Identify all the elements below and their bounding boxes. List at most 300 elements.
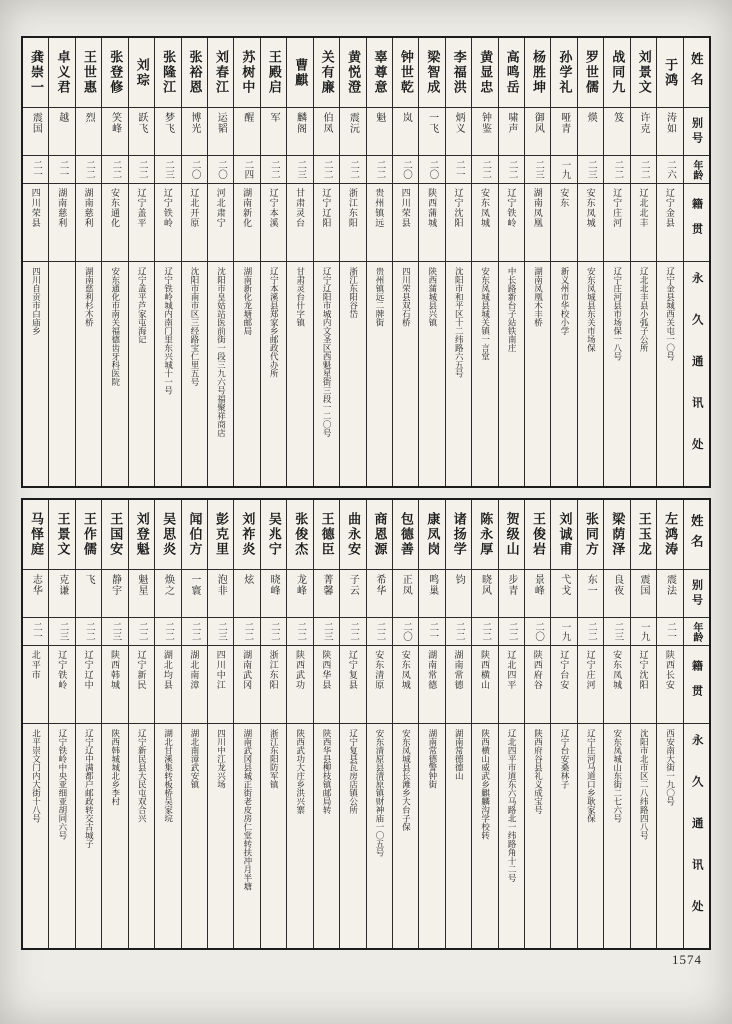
entry-alias: 伯凤 — [320, 112, 332, 134]
entry-name: 刘诚甫 — [557, 512, 573, 557]
entry-alias: 运韬 — [215, 112, 227, 134]
entry-origin-cell — [314, 184, 339, 262]
entry-age: 二三 — [57, 622, 68, 641]
entry-age-cell — [551, 618, 576, 646]
entry-address: 湖北南漳武安镇 — [190, 729, 201, 789]
entry-column — [233, 500, 259, 948]
entry-name: 王景文 — [55, 512, 71, 557]
entry-alias: 步青 — [505, 574, 517, 596]
entry-origin: 甘肃灵台 — [295, 188, 305, 228]
entry-alias-cell — [208, 108, 233, 156]
entry-address-cell — [367, 262, 392, 486]
entry-origin-cell — [551, 184, 576, 262]
entry-column — [101, 38, 127, 486]
entry-alias: 钧 — [453, 574, 465, 585]
entry-origin-cell — [499, 184, 524, 262]
entry-alias: 博光 — [188, 112, 200, 134]
entry-age-cell — [208, 618, 233, 646]
entry-age: 二二 — [374, 622, 385, 641]
entry-address-cell — [340, 262, 365, 486]
entry-origin-cell — [234, 646, 259, 724]
entry-name: 王国安 — [108, 512, 124, 557]
entry-alias: 魁星 — [136, 574, 148, 596]
entry-origin: 辽宁庄河 — [612, 188, 623, 228]
entry-name: 龚崇一 — [29, 50, 45, 95]
entry-column — [313, 38, 339, 486]
entry-address-cell — [367, 724, 392, 948]
entry-age: 二二 — [612, 160, 623, 179]
entry-age-cell — [631, 618, 656, 646]
entry-alias-cell — [393, 570, 418, 618]
entry-age-cell — [604, 618, 629, 646]
entry-age-cell — [261, 618, 286, 646]
entry-name: 李福洪 — [451, 50, 467, 95]
entry-origin-cell — [287, 646, 312, 724]
entry-origin-cell — [208, 646, 233, 724]
entry-column — [233, 38, 259, 486]
entry-origin: 四川荣县 — [400, 188, 411, 228]
entry-age: 二二 — [453, 622, 464, 641]
entry-name-cell — [208, 500, 233, 570]
entry-alias-cell — [129, 570, 154, 618]
entry-name-cell — [446, 500, 471, 570]
entry-origin: 湖北南漳 — [189, 650, 200, 690]
entry-alias: 正凤 — [400, 574, 412, 596]
entry-origin: 陕西长安 — [664, 650, 675, 690]
entry-name-cell — [155, 38, 180, 108]
entry-age-cell — [578, 618, 603, 646]
entry-name-cell — [604, 500, 629, 570]
entry-column — [23, 38, 48, 486]
entry-alias-cell — [393, 108, 418, 156]
entry-address-cell — [261, 262, 286, 486]
entry-alias-cell — [287, 108, 312, 156]
entry-address: 浙江东阳谷岱 — [348, 267, 359, 318]
entry-age: 二一 — [453, 160, 464, 179]
entry-origin: 贵州镇远 — [374, 188, 385, 228]
entry-alias: 炫 — [241, 574, 253, 585]
entry-column — [524, 500, 550, 948]
entry-name: 王殿启 — [266, 50, 282, 95]
entry-alias: 鸣巢 — [426, 574, 438, 596]
entry-name: 康凤岗 — [425, 512, 441, 557]
entry-alias-cell — [367, 570, 392, 618]
header-origin-label: 籍贯 — [690, 197, 703, 248]
entry-age: 二二 — [348, 160, 359, 179]
entry-column — [339, 500, 365, 948]
entry-age: 二一 — [57, 160, 68, 179]
entry-age-cell — [551, 156, 576, 184]
entry-name-cell — [631, 38, 656, 108]
entry-origin-cell — [499, 646, 524, 724]
entry-address: 辽宁辽中满都户邮政转交古城子 — [84, 729, 95, 848]
entry-origin: 辽北开原 — [189, 188, 200, 228]
entry-age-cell — [499, 618, 524, 646]
entry-address-cell — [446, 262, 471, 486]
entry-origin-cell — [76, 646, 101, 724]
entry-origin: 辽北四平 — [506, 650, 517, 690]
entry-name: 诸扬学 — [451, 512, 467, 557]
entry-origin: 辽宁新民 — [136, 650, 147, 690]
entry-origin-cell — [129, 184, 154, 262]
entry-origin-cell — [604, 646, 629, 724]
entry-alias: 笈 — [611, 112, 623, 123]
entry-column — [577, 38, 603, 486]
entry-age-cell — [23, 618, 48, 646]
entry-alias-cell — [367, 108, 392, 156]
entry-origin: 湖南常德 — [427, 650, 438, 690]
entry-origin: 辽宁台安 — [559, 650, 570, 690]
entry-alias-cell — [102, 570, 127, 618]
entry-name-cell — [234, 38, 259, 108]
entry-age-cell — [499, 156, 524, 184]
entry-column — [603, 38, 629, 486]
entry-column — [260, 500, 286, 948]
entry-origin: 四川中江 — [215, 650, 226, 690]
entry-alias-cell — [631, 108, 656, 156]
entry-address-cell — [155, 262, 180, 486]
entry-age: 二三 — [295, 160, 306, 179]
entry-address-cell — [499, 262, 524, 486]
entry-name: 于鸿 — [663, 57, 679, 88]
entry-age: 一九 — [559, 160, 570, 179]
entry-column — [260, 38, 286, 486]
entry-address: 湖南慈利杉木桥 — [84, 267, 95, 327]
entry-origin: 辽宁铁岭 — [162, 188, 173, 228]
entry-alias: 克谦 — [56, 574, 68, 596]
entry-alias: 泡非 — [215, 574, 227, 596]
entry-column — [128, 38, 154, 486]
entry-name: 梁智成 — [425, 50, 441, 95]
entry-alias-cell — [499, 108, 524, 156]
entry-origin: 安东通化 — [110, 188, 121, 228]
entry-address-cell — [419, 262, 444, 486]
entry-alias-cell — [23, 108, 48, 156]
entry-alias-cell — [261, 108, 286, 156]
entry-age-cell — [155, 156, 180, 184]
entry-column — [366, 38, 392, 486]
entry-origin: 辽宁庄河 — [585, 650, 596, 690]
entry-column — [445, 38, 471, 486]
entry-address-cell — [446, 724, 471, 948]
entry-address-cell — [551, 724, 576, 948]
entry-origin: 辽宁沈阳 — [638, 650, 649, 690]
entry-address-cell — [340, 724, 365, 948]
entry-address-cell — [208, 724, 233, 948]
entry-alias: 御风 — [532, 112, 544, 134]
entry-name: 辜尊意 — [372, 50, 388, 95]
entry-column — [630, 500, 656, 948]
entry-age: 二一 — [665, 622, 676, 641]
entry-address-cell — [578, 262, 603, 486]
entry-age: 二三 — [612, 622, 623, 641]
entry-address: 辽宁辽阳市城内文圣区西魁星街三段一二〇号 — [322, 267, 333, 437]
entry-address: 四川荣县双石桥 — [401, 267, 412, 327]
entry-name: 张裕恩 — [187, 50, 203, 95]
entry-name-cell — [182, 500, 207, 570]
entry-name: 刘琮 — [134, 57, 150, 88]
entry-age: 二三 — [321, 622, 332, 641]
entry-age-cell — [525, 156, 550, 184]
entry-address: 辽宁庄河马道口乡耿家保 — [586, 729, 597, 823]
header-name-label: 姓名 — [689, 52, 704, 93]
entry-address: 四川中江龙兴场 — [216, 729, 227, 789]
entry-alias: 炳义 — [453, 112, 465, 134]
entry-address-cell — [499, 724, 524, 948]
entry-alias: 涛如 — [664, 112, 676, 134]
entry-origin: 辽宁本溪 — [268, 188, 279, 228]
entry-age-cell — [314, 156, 339, 184]
entry-origin: 辽宁盖平 — [136, 188, 147, 228]
entry-origin-cell — [657, 646, 682, 724]
entry-name-cell — [472, 500, 497, 570]
entry-column — [286, 500, 312, 948]
entry-address-cell — [182, 724, 207, 948]
entry-address: 辽宁金县城西关屯一〇号 — [665, 267, 676, 361]
entry-address-cell — [578, 724, 603, 948]
entry-origin: 湖南武冈 — [242, 650, 253, 690]
entry-column — [154, 38, 180, 486]
entry-age: 二二 — [374, 160, 385, 179]
entry-alias-cell — [578, 570, 603, 618]
entry-origin: 安东凤城 — [479, 188, 490, 228]
entry-origin-cell — [393, 184, 418, 262]
entry-origin: 北平市 — [30, 650, 41, 680]
entry-address: 沈阳市和平区十二纬路六五号 — [454, 267, 465, 378]
entry-name: 张同方 — [583, 512, 599, 557]
entry-column — [603, 500, 629, 948]
header-address-cell — [684, 262, 709, 486]
entry-address-cell — [314, 724, 339, 948]
entry-age-cell — [182, 618, 207, 646]
page-number: 1574 — [672, 952, 702, 967]
entry-name-cell — [155, 500, 180, 570]
entry-alias: 飞 — [83, 574, 95, 585]
entry-address-cell — [314, 262, 339, 486]
header-age-label: 年龄 — [690, 159, 702, 180]
entry-age-cell — [76, 156, 101, 184]
entry-name: 高鸣岳 — [504, 50, 520, 95]
entry-name-cell — [499, 38, 524, 108]
entry-origin-cell — [287, 184, 312, 262]
entry-origin-cell — [314, 646, 339, 724]
entry-age: 二二 — [348, 622, 359, 641]
entry-address: 湖南新化龙塘邮局 — [242, 267, 253, 335]
entry-age: 二二 — [163, 622, 174, 641]
entry-name-cell — [631, 500, 656, 570]
entry-alias: 震法 — [664, 574, 676, 596]
entry-origin-cell — [446, 646, 471, 724]
entry-origin: 辽宁辽中 — [83, 650, 94, 690]
entry-address: 辽宁铁岭城内南门里东兴城十一号 — [163, 267, 174, 395]
entry-address: 北平崇文门内大街十八号 — [31, 729, 42, 823]
entry-address: 辽宁盖平芦家屯海记 — [137, 267, 148, 344]
entry-age-cell — [76, 618, 101, 646]
entry-alias-cell — [49, 570, 74, 618]
entry-name-cell — [525, 500, 550, 570]
entry-name: 包德善 — [398, 512, 414, 557]
entry-address-cell — [102, 262, 127, 486]
entry-age: 二二 — [83, 622, 94, 641]
entry-age: 二六 — [665, 160, 676, 179]
header-age-cell — [684, 156, 709, 184]
entry-alias: 一寰 — [188, 574, 200, 596]
entry-alias: 醒 — [241, 112, 253, 123]
entry-age-cell — [49, 156, 74, 184]
entry-origin-cell — [446, 184, 471, 262]
entry-address-cell — [472, 724, 497, 948]
entry-origin: 陕西武功 — [295, 650, 305, 690]
entry-age: 二〇 — [400, 160, 411, 179]
header-origin-label: 籍贯 — [690, 659, 703, 710]
entry-name-cell — [76, 38, 101, 108]
entry-age-cell — [340, 156, 365, 184]
entry-origin-cell — [155, 184, 180, 262]
entry-origin-cell — [102, 646, 127, 724]
entry-age: 一九 — [559, 622, 570, 641]
entry-name-cell — [367, 500, 392, 570]
directory-table-bottom — [21, 498, 711, 950]
entry-name: 王作儒 — [81, 512, 97, 557]
entry-column — [524, 38, 550, 486]
header-name-cell — [684, 38, 709, 108]
entry-address-cell — [155, 724, 180, 948]
entry-origin: 陕西横山 — [479, 650, 490, 690]
entry-alias-cell — [234, 570, 259, 618]
entry-origin: 安东 — [559, 188, 570, 208]
entry-address-cell — [472, 262, 497, 486]
entry-address: 安东凤城山东街二七六号 — [612, 729, 623, 823]
entry-name-cell — [49, 38, 74, 108]
entry-origin: 安东凤城 — [612, 650, 623, 690]
entry-origin-cell — [393, 646, 418, 724]
entry-address: 湖北甘溪集转板桥吴家垸 — [163, 729, 174, 823]
entry-column — [418, 38, 444, 486]
entry-origin-cell — [234, 184, 259, 262]
entry-age: 二三 — [110, 622, 121, 641]
entry-name: 黄悦澄 — [346, 50, 362, 95]
entry-origin-cell — [155, 646, 180, 724]
entry-name: 闻伯方 — [187, 512, 203, 557]
entry-origin: 陕西府谷 — [532, 650, 543, 690]
entry-address-cell — [287, 724, 312, 948]
entry-name-cell — [393, 500, 418, 570]
entry-alias: 志华 — [30, 574, 42, 596]
entry-address-cell — [604, 724, 629, 948]
entry-age: 二二 — [506, 622, 517, 641]
entry-alias: 跃飞 — [136, 112, 148, 134]
entry-alias-cell — [657, 570, 682, 618]
entry-origin-cell — [340, 646, 365, 724]
entry-name: 王世惠 — [81, 50, 97, 95]
entry-alias: 菁馨 — [320, 574, 332, 596]
entry-origin-cell — [631, 184, 656, 262]
entry-age: 二〇 — [533, 622, 544, 641]
entry-name-cell — [129, 500, 154, 570]
entry-name-cell — [76, 500, 101, 570]
entry-name: 钟世乾 — [398, 50, 414, 95]
entry-origin: 湖南慈利 — [83, 188, 94, 228]
entry-address-cell — [129, 724, 154, 948]
entry-alias-cell — [182, 570, 207, 618]
entry-address: 甘肃灵台什字镇 — [295, 267, 306, 327]
entry-address: 陕西韩城城北乡李村 — [110, 729, 121, 806]
entry-column — [128, 500, 154, 948]
entry-name: 贺级山 — [504, 512, 520, 557]
directory-table-top — [21, 36, 711, 488]
entry-age: 二二 — [295, 622, 306, 641]
entry-origin: 四川荣县 — [30, 188, 41, 228]
entry-age: 二二 — [268, 622, 279, 641]
entry-origin-cell — [604, 184, 629, 262]
entry-origin: 安东凤城 — [400, 650, 411, 690]
entry-age: 二二 — [136, 160, 147, 179]
entry-name: 左鸿涛 — [663, 512, 679, 557]
entry-name-cell — [261, 38, 286, 108]
entry-alias-cell — [129, 108, 154, 156]
entry-name: 王玉龙 — [636, 512, 652, 557]
entry-name-cell — [49, 500, 74, 570]
entry-address-cell — [393, 724, 418, 948]
entry-column — [550, 500, 576, 948]
entry-column — [75, 38, 101, 486]
entry-name-cell — [657, 500, 682, 570]
entry-address-cell — [102, 724, 127, 948]
entry-name-cell — [261, 500, 286, 570]
entry-address: 安东凤城县长滩乡大台子保 — [401, 729, 412, 831]
entry-address-cell — [551, 262, 576, 486]
entry-address: 辽宁复县瓦房店镇公所 — [348, 729, 359, 814]
entry-origin: 辽宁沈阳 — [453, 188, 464, 228]
entry-origin-cell — [23, 646, 48, 724]
entry-address: 陕西蒲城县兴镇 — [427, 267, 438, 327]
entry-origin-cell — [182, 646, 207, 724]
entry-origin-cell — [49, 184, 74, 262]
entry-column — [207, 500, 233, 948]
entry-address: 沈阳市南市区三经路宝仁里五号 — [190, 267, 201, 386]
header-alias-cell — [684, 570, 709, 618]
entry-address: 安东通化市南关福德齿牙科医院 — [110, 267, 121, 386]
entry-origin: 辽宁铁岭 — [57, 650, 68, 690]
entry-address: 湖南常德德山 — [454, 729, 465, 780]
entry-alias: 一飞 — [426, 112, 438, 134]
entry-alias-cell — [604, 570, 629, 618]
entry-name-cell — [208, 38, 233, 108]
entry-alias-cell — [419, 570, 444, 618]
entry-column — [550, 38, 576, 486]
entry-address-cell — [657, 262, 682, 486]
entry-origin-cell — [472, 184, 497, 262]
entry-name-cell — [657, 38, 682, 108]
entry-name-cell — [340, 38, 365, 108]
entry-address-cell — [525, 724, 550, 948]
entry-name: 杨胜坤 — [531, 50, 547, 95]
entry-alias-cell — [314, 570, 339, 618]
entry-name-cell — [419, 500, 444, 570]
entry-origin-cell — [182, 184, 207, 262]
entry-alias-cell — [472, 108, 497, 156]
entry-origin: 湖南新化 — [242, 188, 253, 228]
entry-name-cell — [23, 38, 48, 108]
entry-age-cell — [393, 618, 418, 646]
entry-column — [471, 500, 497, 948]
entry-alias: 钟鉴 — [479, 112, 491, 134]
entry-column — [181, 38, 207, 486]
header-name-label: 姓名 — [689, 514, 704, 555]
entry-age: 二三 — [533, 160, 544, 179]
entry-age: 二三 — [585, 160, 596, 179]
entry-age-cell — [182, 156, 207, 184]
